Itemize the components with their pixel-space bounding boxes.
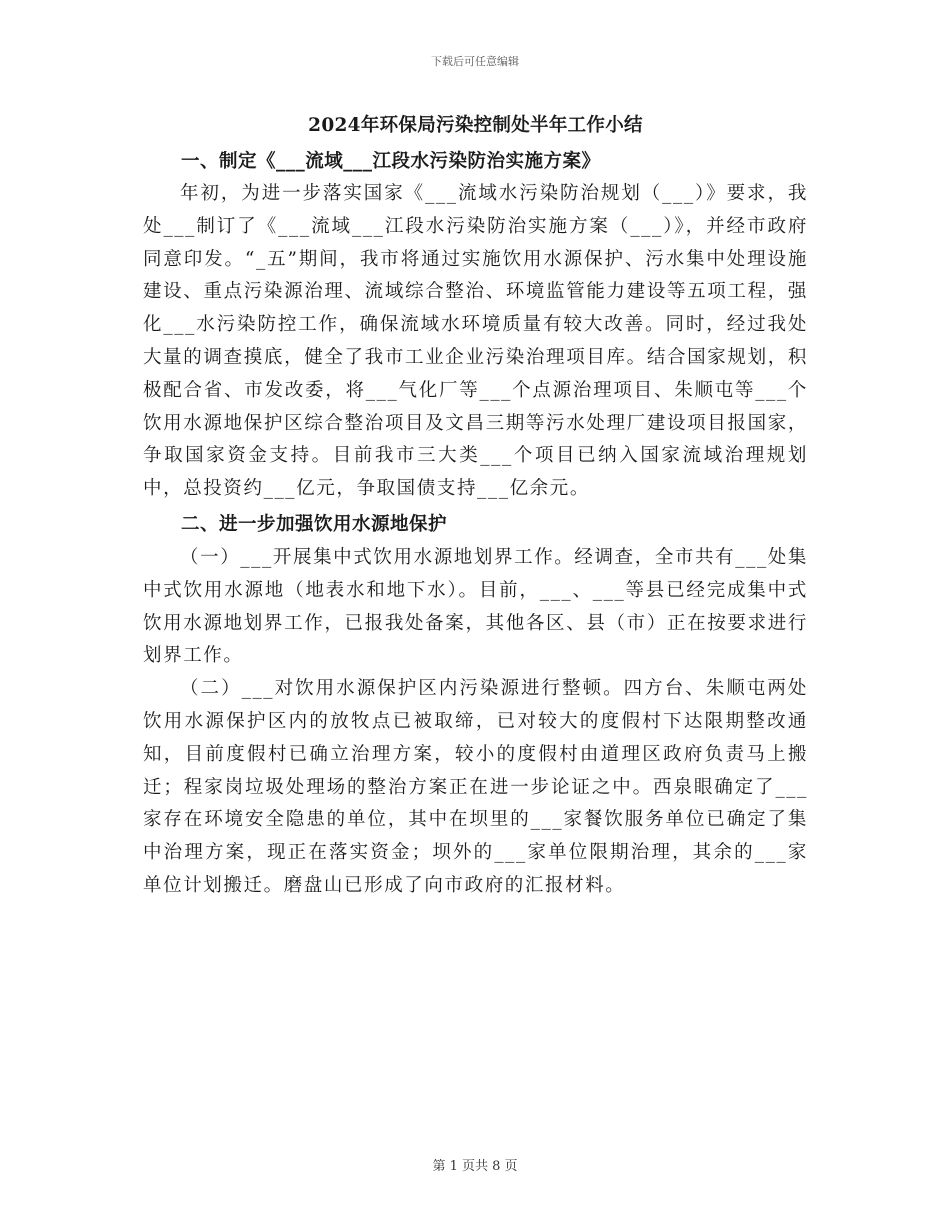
section-heading-1: 一、制定《___流域___江段水污染防治实施方案》 — [181, 151, 601, 172]
document-body — [143, 110, 808, 903]
section-1-paragraph-1: 年初，为进一步落实国家《___流域水污染防治规划（___）》要求，我处___制订了《___流域___江段水污染防治实施方案（___）》，并经市政府同意印发。“_五”期间，我市将通过实施饮用水源保护、污水集中处理设施建设、重点污染源治理、流域综合整治、环境监管能力建设等五项工程，强化___水污染防控工作，确保流域水环境质量有较大改善。同时，经过我处大量的调查摸底，健全了我市工业企业污染治理项目库。结合国家规划，积极配合省、市发改委，将___气化厂等___个点源治理项目、朱顺屯等___个饮用水源地保护区综合整治项目及文昌三期等污水处理厂建设项目报国家，争取国家资金支持。目前我市三大类___个项目已纳入国家流域治理规划中，总投资约___亿元，争取国债支持___亿余元。 — [143, 183, 808, 500]
document-title: 2024年环保局污染控制处半年工作小结 — [308, 115, 643, 136]
page-header-note: 下载后可任意编辑 — [431, 55, 519, 68]
section-2-paragraph-1: （一）___开展集中式饮用水源地划界工作。经调查，全市共有___处集中式饮用水源地（地表水和地下水）。目前，___、___等县已经完成集中式饮用水源地划界工作，已报我处备案，其他各区、县（市）正在按要求进行划界工作。 — [143, 546, 808, 667]
section-heading-2: 二、进一步加强饮用水源地保护 — [181, 513, 448, 535]
page-number-footer: 第 1 页共 8 页 — [432, 1159, 518, 1174]
section-2-paragraph-2: （二）___对饮用水源保护区内污染源进行整顿。四方台、朱顺屯两处饮用水源保护区内的放牧点已被取缔，已对较大的度假村下达限期整改通知，目前度假村已确立治理方案，较小的度假村由道理区政府负责马上搬迁；程家岗垃圾处理场的整治方案正在进一步论证之中。西泉眼确定了___家存在环境安全隐患的单位，其中在坝里的___家餐饮服务单位已确定了集中治理方案，现正在落实资金；坝外的___家单位限期治理，其余的___家单位计划搬迁。磨盘山已形成了向市政府的汇报材料。 — [143, 678, 808, 896]
